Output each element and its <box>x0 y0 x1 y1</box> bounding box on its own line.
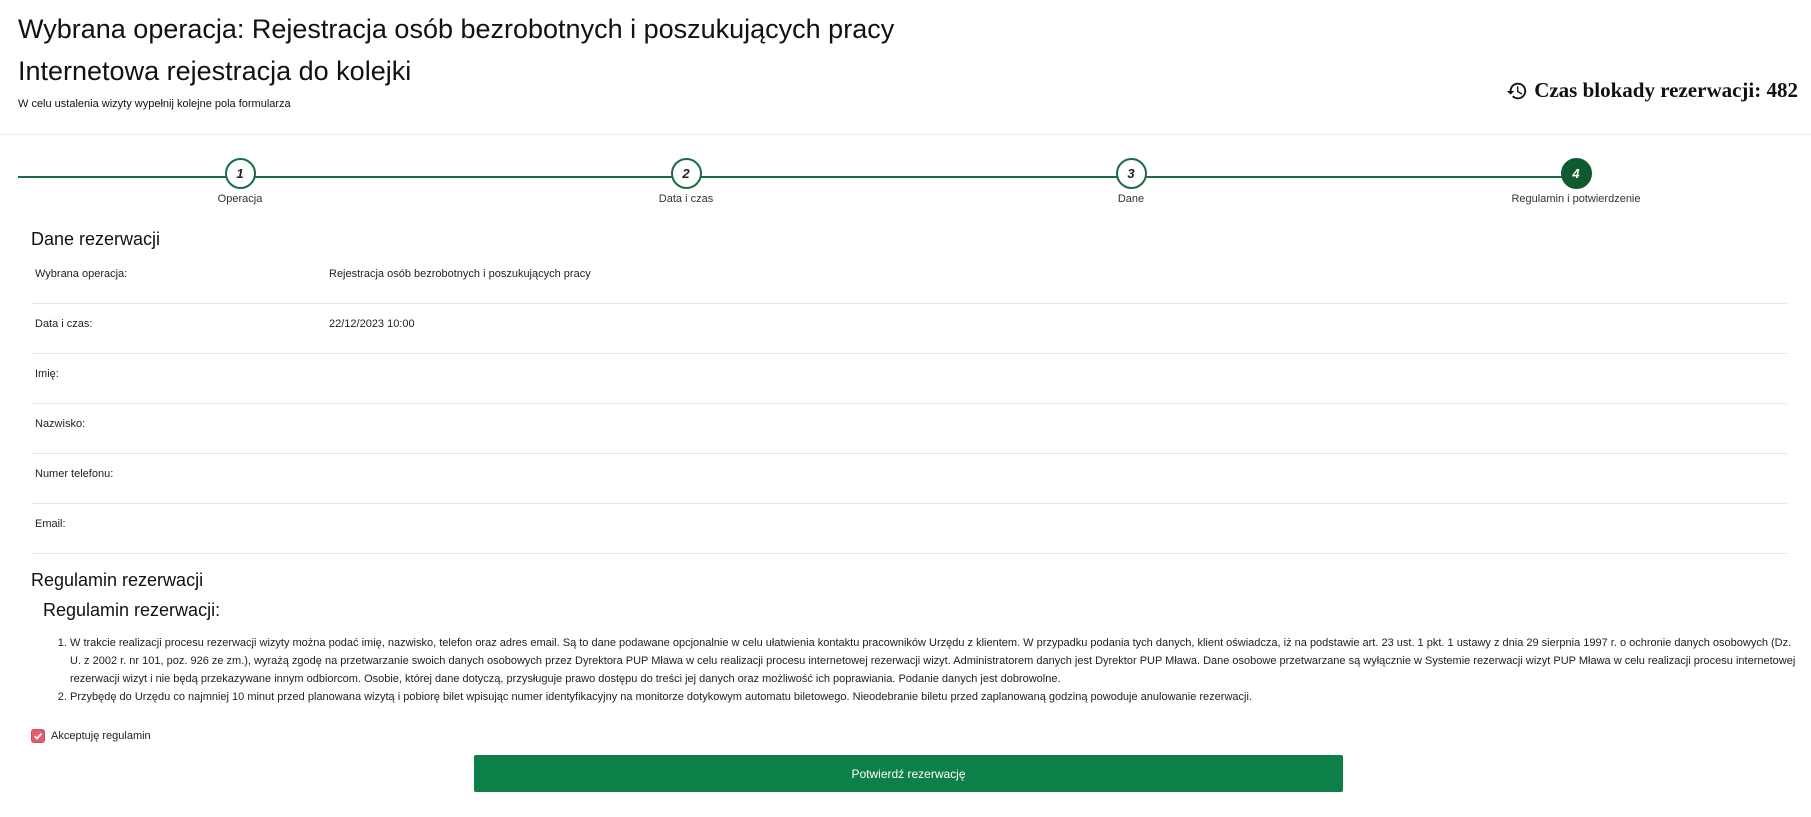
accept-terms-checkbox[interactable] <box>31 729 151 743</box>
row-label: Wybrana operacja: <box>35 268 128 280</box>
row-label: Numer telefonu: <box>35 468 114 480</box>
step-operacja[interactable] <box>130 158 350 205</box>
step-dane[interactable] <box>1021 158 1241 205</box>
operation-title: Wybrana operacja: Rejestracja osób bezrobotnych i poszukujących pracy <box>18 14 895 44</box>
progress-stepper <box>18 158 1641 210</box>
header-divider <box>0 134 1811 135</box>
timer-label: Czas blokady rezerwacji: 482 <box>1534 78 1798 102</box>
row-first-name <box>31 354 1787 404</box>
terms-section-heading: Regulamin rezerwacji <box>31 570 204 590</box>
row-operation <box>31 254 1787 304</box>
step-label: Data i czas <box>658 193 714 205</box>
step-data-i-czas[interactable] <box>576 158 796 205</box>
row-label: Imię: <box>35 368 59 380</box>
step-label: Regulamin i potwierdzenie <box>1511 193 1641 205</box>
row-value: Rejestracja osób bezrobotnych i poszukujących pracy <box>329 268 591 280</box>
row-date-time <box>31 304 1787 354</box>
step-regulamin-i-potwierdzenie[interactable] <box>1466 158 1686 205</box>
step-number: 1 <box>225 158 256 189</box>
terms-list <box>40 634 1800 706</box>
row-label: Email: <box>35 518 66 530</box>
reservation-data-heading: Dane rezerwacji <box>31 229 161 249</box>
step-number: 3 <box>1116 158 1147 189</box>
step-label: Operacja <box>217 193 263 205</box>
row-label: Data i czas: <box>35 318 93 330</box>
row-email <box>31 504 1787 554</box>
confirm-reservation-button[interactable]: Potwierdź rezerwację <box>474 755 1343 792</box>
step-number: 4 <box>1561 158 1592 189</box>
step-number: 2 <box>671 158 702 189</box>
terms-item: 2. Przybędę do Urzędu co najmniej 10 minut przed planowana wizytą i pobiorę bilet wpisując numer identyfikacyjny na monitorze dotykowym automatu biletowego. Nieodebranie biletu przed zaplanowaną godziną powoduje anulowanie rezerwacji. <box>70 688 1800 706</box>
terms-item: 1. W trakcie realizacji procesu rezerwacji wizyty można podać imię, nazwisko, telefon oraz adres email. Są to dane podawane opcjonalnie w celu ułatwienia kontaktu pracowników Urzędu z klientem. W przypadku podania tych danych, klient oświadcza, iż na podstawie art. 23 ust. 1 pkt. 1 ustawy z dnia 29 sierpnia 1997 r. o ochronie danych osobowych (Dz. U. z 2002 r. nr 101, poz. 926 ze zm.), wyrażą zgodę na przetwarzanie swoich danych osobowych przez Dyrektora PUP Mława w celu realizacji procesu internetowej rezerwacji wizyt. Administratorem danych jest Dyrektor PUP Mława. Dane osobowe przetwarzane są wyłącznie w Systemie rezerwacji wizyt PUP Mława w celu realizacji procesu internetowej rezerwacji wizyt i nie będą przekazywane innym odbiorcom. Osobie, której dane dotyczą, przysługuje prawo dostępu do treści jej danych oraz możliwość ich poprawiania. Podanie danych jest dobrowolne. <box>70 634 1800 688</box>
accept-terms-label[interactable]: Akceptuję regulamin <box>51 730 151 742</box>
history-clock-icon <box>1506 80 1528 102</box>
reservation-data-table <box>31 254 1787 554</box>
row-last-name <box>31 404 1787 454</box>
step-label: Dane <box>1117 193 1145 205</box>
page-header <box>18 0 1798 134</box>
reservation-lock-timer <box>1506 78 1798 103</box>
terms-heading: Regulamin rezerwacji: <box>43 600 221 620</box>
row-value: 22/12/2023 10:00 <box>329 318 415 330</box>
page-subtitle: W celu ustalenia wizyty wypełnij kolejne pola formularza <box>18 98 291 110</box>
row-label: Nazwisko: <box>35 418 86 430</box>
row-phone <box>31 454 1787 504</box>
checkbox-checked-icon[interactable] <box>31 729 45 743</box>
page-title: Internetowa rejestracja do kolejki <box>18 56 412 86</box>
